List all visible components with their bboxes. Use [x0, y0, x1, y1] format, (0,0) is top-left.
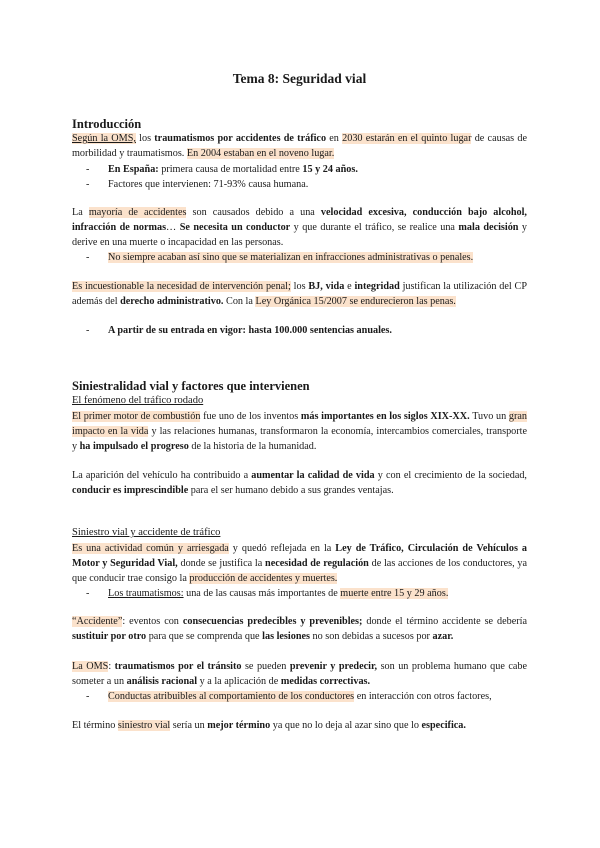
- paragraph-actividad-comun: Es una actividad común y arriesgada y quedó reflejada en la Ley de Tráfico, Circulación de Vehículos a Motor y Seguridad Vial, donde se justifica la necesidad de regulación de las acciones de los conductores, ya que conducir trae consigo la producción de accidentes y muertes.: [72, 543, 528, 584]
- paragraph-oms-transito: La OMS: traumatismos por el tránsito se pueden prevenir y predecir, son un problema humano que cabe someter a un análisis racional y a la aplicación de medidas correctivas.: [72, 661, 527, 687]
- paragraph-intervencion-penal: Es incuestionable la necesidad de intervención penal; los BJ, vida e integridad justifican la utilización del CP además del derecho administrativo. Con la Ley Orgánica 15/2007 se endurecieron las penas.: [72, 281, 527, 307]
- section-heading-siniestralidad: Siniestralidad vial y factores que intervienen: [72, 379, 310, 393]
- list-item: - A partir de su entrada en vigor: hasta 100.000 sentencias anuales.: [86, 325, 392, 336]
- subsection-heading-fenomeno: El fenómeno del tráfico rodado: [72, 395, 204, 406]
- section-heading-introduccion: Introducción: [72, 117, 142, 131]
- subsection-heading-siniestro: Siniestro vial y accidente de tráfico: [72, 527, 221, 538]
- page-title: Tema 8: Seguridad vial: [232, 71, 367, 86]
- paragraph-aparicion-vehiculo: La aparición del vehículo ha contribuido a aumentar la calidad de vida y con el crecimiento de la sociedad, conducir es imprescindible para el ser humano debido a sus grandes ventajas.: [72, 470, 527, 496]
- list-item: - En España: primera causa de mortalidad entre 15 y 24 años.: [86, 164, 358, 175]
- list-item: - No siempre acaban así sino que se materializan en infracciones administrativas o penales.: [86, 252, 474, 263]
- paragraph-motor-combustion: El primer motor de combustión fue uno de los inventos más importantes en los siglos XIX-XX. Tuvo un gran impacto en la vida y las relaciones humanas, transformaron la economía, intercambios comerciales, transporte y ha impulsado el progreso de la historia de la humanidad.: [72, 411, 528, 452]
- list-item: - Los traumatismos: una de las causas más importantes de muerte entre 15 y 29 años.: [86, 588, 449, 599]
- paragraph-accidente: “Accidente”: eventos con consecuencias predecibles y prevenibles; donde el término accidente se debería sustituir por otro para que se comprenda que las lesiones no son debidas a sucesos por azar.: [72, 616, 527, 642]
- paragraph-siniestro-vial: El término siniestro vial sería un mejor término ya que no lo deja al azar sino que lo especifica.: [72, 720, 466, 731]
- list-item: - Factores que intervienen: 71-93% causa humana.: [86, 179, 309, 190]
- list-item: - Conductas atribuibles al comportamiento de los conductores en interacción con otros factores,: [86, 691, 492, 702]
- paragraph-causas: La mayoría de accidentes son causados debido a una velocidad excesiva, conducción bajo alcohol, infracción de normas… Se necesita un conductor y que durante el tráfico, se realice una mala decisión y derive en una muerte o incapacidad en las personas.: [72, 207, 527, 248]
- paragraph-oms: Según la OMS, los traumatismos por accidentes de tráfico en 2030 estarán en el quinto lugar de causas de morbilidad y traumatismos. En 2004 estaban en el noveno lugar.: [72, 133, 527, 159]
